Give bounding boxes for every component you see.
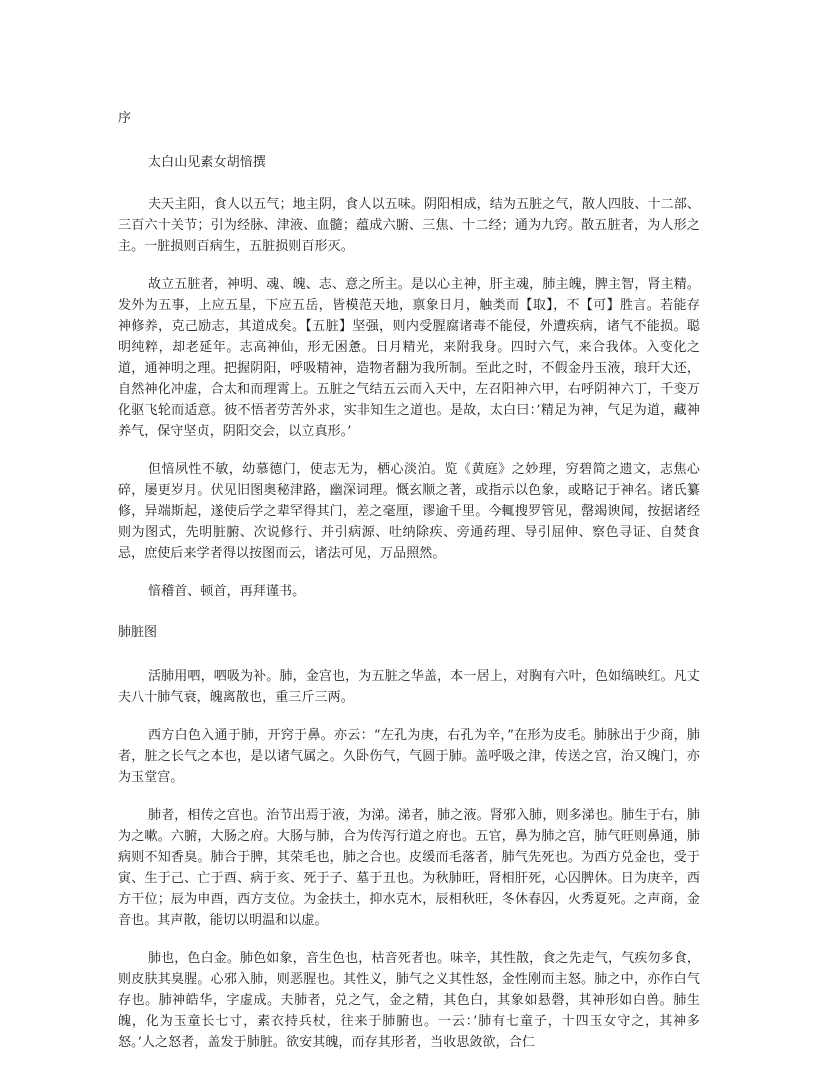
author-line: 太白山见素女胡愔撰 [148,155,266,170]
lung-heading: 肺脏图 [118,625,158,640]
preface-heading: 序 [118,111,132,126]
document-page [118,110,700,1070]
paragraph: 活肺用呬，呬吸为补。肺，金宫也，为五脏之华盖，本一居上，对胸有六叶，色如缟映红。凡丈夫八十肺气衰，魄离散也，重三斤三两。 [118,669,700,705]
paragraph: 西方白色入通于肺，开窍于鼻。亦云：“左孔为庚，右孔为辛，”在形为皮毛。肺脉出于少商，肺者，脏之长气之本也，是以诸气属之。久卧伤气，气圆于肺。盖呼吸之津，传送之宫，治又魄门，亦为玉堂宫。 [118,728,700,785]
sign-off: 愔稽首、顿首，再拜谨书。 [148,584,306,599]
paragraph: 夫天主阳，食人以五气；地主阴，食人以五味。阴阳相成，结为五脏之气，散人四肢、十二部、三百六十关节；引为经脉、津液、血髓；蕴成六腑、三焦、十二经；通为九窍。散五脏者，为人形之主。一脏损则百病生，五脏损则百形灭。 [118,197,700,254]
paragraph: 故立五脏者，神明、魂、魄、志、意之所主。是以心主神，肝主魂，肺主魄，脾主智，肾主精。发外为五事，上应五星，下应五岳，皆模范天地，禀象日月，触类而【取】，不【可】胜言。若能存神修养，克己励志，其道成矣。【五脏】坚强，则内受腥腐诸毒不能侵，外遭疾病，诸气不能损。聪明纯粹，却老延年。志高神仙，形无困惫。日月精光，来附我身。四时六气，来合我体。入变化之道，通神明之理。把握阴阳，呼吸精神，造物者翻为我所制。至此之时，不假金丹玉液，琅玕大还，自然神化冲虚，合太和而理霄上。五脏之气结五云而入天中，左召阳神六甲，右呼阴神六丁，千变万化驱飞轮而适意。彼不悟者劳苦外求，实非知生之道也。是故，太白曰：’精足为神，气足为道，藏神养气，保守坚贞，阴阳交会，以立真形。’ [118,277,700,439]
paragraph: 肺者，相传之宫也。治节出焉于液，为涕。涕者，肺之液。肾邪入肺，则多涕也。肺生于右，肺为之嗽。六腑，大肠之府。大肠与肺，合为传泻行道之府也。五官，鼻为肺之宫，肺气旺则鼻通，肺病则不知香臭。肺合于脾，其荣毛也，肺之合也。皮缓而毛落者，肺气先死也。为西方兑金也，受于寅、生于己、亡于酉、病于亥、死于子、墓于丑也。为秋肺旺，肾相肝死，心囚脾休。日为庚辛，西方干位；辰为申酉，西方支位。为金扶土，抑水克木，辰相秋旺，冬休春囚，火秀夏死。之声商，金音也。其声散，能切以明温和以虚。 [118,808,700,928]
paragraph: 肺也，色白金。肺色如象，音生色也，枯音死者也。味辛，其性散，食之先走气，气疾勿多食，则皮肤其臭腥。心邪入肺，则恶腥也。其性义，肺气之义其性怒，金性刚而主怒。肺之中，亦作白气存也。肺神皓华，字虚成。夫肺者，兑之气，金之精，其色白，其象如悬磬，其神形如白兽。肺生魄，化为玉童长七寸，素衣持兵杖，往来于肺腑也。一云：’肺有七童子，十四玉女守之，其神多怒。’人之怒者，盖发于肺脏。欲安其魄，而存其形者，当收思敛欲，合仁 [118,951,700,1050]
paragraph: 但愔夙性不敏，幼慕德门，使志无为，栖心淡泊。览《黄庭》之妙理，穷碧简之遗文，志焦心碎，屡更岁月。伏见旧图奥秘津路，幽深词理。慨玄顺之著，或指示以色象，或略记于神名。诸氏纂修，异端斯起，遂使后学之辈罕得其门，差之毫厘，谬逾千里。今輒搜罗管见，罄竭谀闻，按据诸经则为图式，先明脏腑、次说修行、并引病源、吐纳除疾、旁通药理、导引屈伸、察色寻证、自焚食忌，庶使后来学者得以按图而云，诸法可见，万品照然。 [118,462,700,561]
